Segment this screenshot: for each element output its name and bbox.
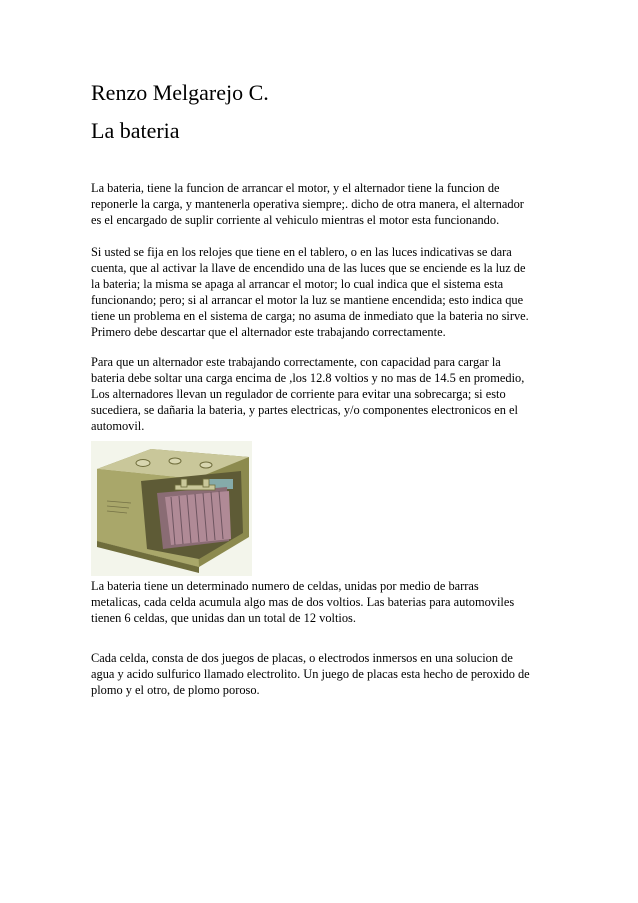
text-line: La bateria tiene un determinado numero de celdas, unidas por medio de barras [91, 579, 479, 593]
paragraph-plates [91, 650, 561, 698]
author-name: Renzo Melgarejo C. [91, 80, 269, 105]
paragraph-indicator-light [91, 244, 561, 340]
text-line: Si usted se fija en los relojes que tiene en el tablero, o en las luces indicativas se dara [91, 245, 512, 259]
text-line: Los alternadores llevan un regulador de corriente para evitar una sobrecarga; si esto [91, 387, 506, 401]
text-line: es el encargado de suplir corriente al vehiculo mientras el motor esta funcionando. [91, 213, 500, 227]
text-line: bateria debe soltar una carga encima de ,los 12.8 voltios y no mas de 14.5 en promedio, [91, 371, 525, 385]
text-line: Cada celda, consta de dos juegos de placas, o electrodos inmersos en una solucion de [91, 651, 513, 665]
paragraph-intro [91, 180, 561, 228]
text-line: tienen 6 celdas, que unidas dan un total de 12 voltios. [91, 611, 356, 625]
text-line: reponerle la carga, y mantenerla operativa siempre;. dicho de otra manera, el alternador [91, 197, 524, 211]
text-line: cuenta, que al activar la llave de encendido una de las luces que se enciende es la luz de [91, 261, 526, 275]
text-line: la bateria; la misma se apaga al arrancar el motor; lo cual indica que el sistema esta [91, 277, 504, 291]
paragraph-cells [91, 578, 561, 626]
text-line: automovil. [91, 419, 145, 433]
text-line: Para que un alternador este trabajando correctamente, con capacidad para cargar la [91, 355, 501, 369]
text-line: metalicas, cada celda acumula algo mas de dos voltios. Las baterias para automoviles [91, 595, 515, 609]
text-line: sucediera, se dañaria la bateria, y partes electricas, y/o componentes electronicos en el [91, 403, 518, 417]
text-line: tiene un problema en el sistema de carga; no asuma de inmediato que la bateria no sirve. [91, 309, 529, 323]
battery-cutaway-image [91, 441, 252, 576]
text-line: funcionando; pero; si al arrancar el motor la luz se mantiene encendida; esto indica que [91, 293, 524, 307]
text-line: La bateria, tiene la funcion de arrancar el motor, y el alternador tiene la funcion de [91, 181, 500, 195]
text-line: agua y acido sulfurico llamado electrolito. Un juego de placas esta hecho de peroxido de [91, 667, 530, 681]
text-line: plomo y el otro, de plomo poroso. [91, 683, 260, 697]
document-title: La bateria [91, 118, 180, 143]
battery-cutaway-illustration-icon [91, 441, 252, 576]
paragraph-alternator [91, 354, 561, 434]
text-line: Primero debe descartar que el alternador este trabajando correctamente. [91, 325, 446, 339]
